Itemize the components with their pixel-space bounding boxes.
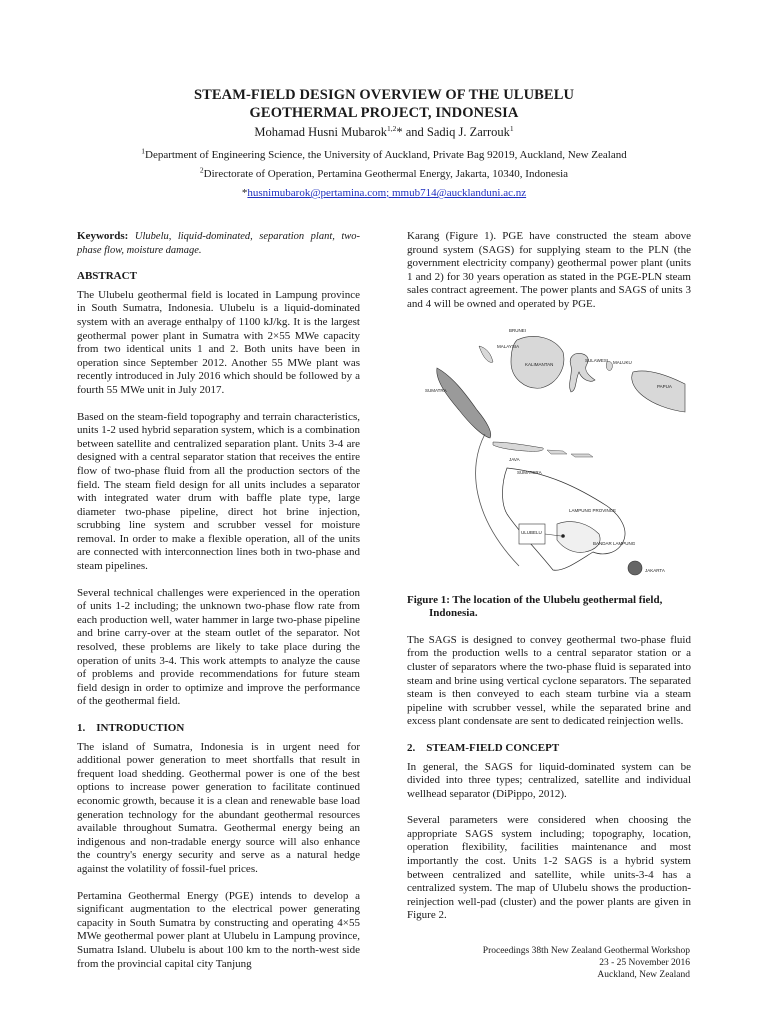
figure-1-map xyxy=(407,318,691,582)
ulubelu-site-marker xyxy=(561,534,565,538)
email-link-1[interactable]: husnimubarok@pertamina.com xyxy=(247,187,387,199)
figure-1-caption xyxy=(407,594,691,621)
email-separator: ; xyxy=(386,187,392,199)
author-2-affiliation: 1 xyxy=(509,123,514,133)
footer-proceedings: Proceedings 38th New Zealand Geothermal Workshop xyxy=(482,946,690,956)
affiliation-2-number: 2 xyxy=(199,165,204,175)
right-column xyxy=(407,230,691,936)
map-label-malaysia: MALAYSIA xyxy=(497,343,520,349)
introduction-paragraph-3: Karang (Figure 1). PGE have constructed the steam above ground system (SAGS) for supplying steam to the PLN (the government electricity company) geothermal power plant (units 1 and 2) for 30 years operation as stated in the PGE-PLN steam sales contract agreement. The power plants and SAGS of units 3 and 4 will be owned and operated by PGE. xyxy=(407,230,691,310)
map-label-bandar-lampung: BANDAR LAMPUNG xyxy=(593,540,636,546)
paper-title-line-2: GEOTHERMAL PROJECT, INDONESIA xyxy=(249,105,519,121)
map-label-papua: PAPUA xyxy=(657,383,672,389)
author-1: Mohamad Husni Mubarok xyxy=(254,125,387,139)
introduction-heading: 1. INTRODUCTION xyxy=(77,722,185,734)
steam-field-heading: 2. STEAM-FIELD CONCEPT xyxy=(407,741,560,754)
map-label-sumatera: SUMATERA xyxy=(517,469,542,475)
abstract-paragraph-3: Several technical challenges were experienced in the operation of units 1-2 including; the unknown two-phase flow rate from each production well, water hammer in large two-phase pipeline and brine carry-over at the steam outlet of the separator. Not resolved, these problems are likely to take place during the operation of units 3-4. This work attempts to analyze the cause of problems and provide recommendations for future steam field design in order to optimize and improve the performance of the geothermal field. xyxy=(77,586,360,708)
corresponding-mark: * xyxy=(396,125,403,139)
affiliation-1-number: 1 xyxy=(141,146,145,156)
affiliation-1-text: Department of Engineering Science, the University of Auckland, Private Bag 92019, Auckland, New Zealand xyxy=(145,149,627,161)
steam-field-paragraph-2: Several parameters were considered when choosing the appropriate SAGS system including; topography, location, operation flexibility, facilities maintenance and most importantly the cost. Units 1-2 SAGS is a hybrid system between centralized and satellite, while units-3-4 has a centralized system. The map of Ulubelu shows the production-reinjection well-pad (cluster) and the power plants are given in Figure 2. xyxy=(407,814,691,922)
sags-paragraph: The SAGS is designed to convey geothermal two-phase fluid from the production wells to a central separator station or a cluster of separators where the two-phase fluid is separated into steam and brine using vertical cyclone separators. The separated steam is then conveyed to each steam turbine via a steam pipeline with scrubber vessel, while the separated brine and excess plant condensate are sent to dedicated reinjection wells. xyxy=(407,633,691,728)
map-label-jakarta: JAKARTA xyxy=(645,567,665,573)
abstract-paragraph-1: The Ulubelu geothermal field is located in Lampung province in South Sumatra, Indonesia. Ulubelu is a liquid-dominated system with an average enthalpy of 1100 kJ/kg. It is the largest geothermal power plant in Sumatra with 2×55 MWe capacity from two identical units 1 and 2. Both units have been in operation since September 2012. Another 55 MWe plant was recently introduced in July 2016 which should be followed by a fourth 55 MWe unit in July 2017. xyxy=(77,288,360,396)
author-list xyxy=(0,125,768,140)
introduction-paragraph-2: Pertamina Geothermal Energy (PGE) intends to develop a significant augmentation to the electrical power generating capacity in South Sumatra by constructing and operating 4×55 MWe geothermal power plant at Ulubelu in Lampung province, Sumatra Island. Ulubelu is about 100 km to the north-west side from the provincial capital city Tanjung xyxy=(77,889,360,970)
author-1-affiliation: 1,2 xyxy=(386,123,397,133)
abstract-heading: ABSTRACT xyxy=(77,270,137,283)
map-label-sulawesi: SULAWESI xyxy=(585,357,609,363)
introduction-paragraph-1: The island of Sumatra, Indonesia is in urgent need for additional power generation to meet shortfalls that result in frequent load shedding. Geothermal power is one of the best options to increase power generation to facilitate continued economic growth, because it is a clean and renewable base load generation technology for the abundant geothermal resources available throughout Sumatra. Geothermal energy being an indigenous and non-tradable energy source will also enhance the country's energy security and serve as a natural hedge against the volatility of fossil-fuel prices. xyxy=(77,740,360,875)
map-label-kalimantan: KALIMANTAN xyxy=(525,361,554,367)
indonesia-location-map xyxy=(407,318,691,582)
map-label-lampung: LAMPUNG PROVINCE xyxy=(569,507,617,513)
paper-title-line-1: STEAM-FIELD DESIGN OVERVIEW OF THE ULUBELU xyxy=(193,87,575,103)
map-label-sumatra: SUMATRA xyxy=(425,387,447,393)
timor-island xyxy=(571,454,593,457)
affiliation-2-text: Directorate of Operation, Pertamina Geothermal Energy, Jakarta, 10340, Indonesia xyxy=(203,168,569,180)
keywords xyxy=(77,230,360,257)
contact-emails xyxy=(0,187,768,199)
footer-dates: 23 - 25 November 2016 xyxy=(599,958,690,968)
steam-field-paragraph-1: In general, the SAGS for liquid-dominated system can be divided into three types; centralized, satellite and individual wellhead separator (DiPippo, 2012). xyxy=(407,760,691,800)
map-label-maluku: MALUKU xyxy=(613,359,632,365)
affiliation-1 xyxy=(0,146,768,161)
affiliation-2 xyxy=(0,165,768,180)
footer-location: Auckland, New Zealand xyxy=(597,970,690,980)
jakarta-marker xyxy=(628,561,642,575)
email-link-2[interactable]: mmub714@aucklanduni.ac.nz xyxy=(391,187,527,199)
figure-1-caption-line-1: Figure 1: The location of the Ulubelu geothermal field, xyxy=(407,593,663,606)
map-label-java: JAVA xyxy=(509,456,520,462)
keywords-label: Keywords: xyxy=(77,230,129,242)
map-label-ulubelu: ULUBELU xyxy=(521,529,542,535)
email-prefix: * xyxy=(241,187,248,199)
keywords-text: Ulubelu, liquid-dominated, separation plant, two-phase flow, moisture damage. xyxy=(77,231,360,256)
figure-1-caption-line-2: Indonesia. xyxy=(429,607,478,620)
abstract-paragraph-2: Based on the steam-field topography and terrain characteristics, units 1-2 used hybrid separation system, which is a combination between satellite and centralized separation plant. Units 3-4 are designed with a central separator station that receives the entire flow of two-phase fluid from all the production sectors of the field. The steam field design for all units includes a separator with integrated water drum with baffle plate type, large diameter two-phase pipeline, direct hot brine injection, scrubbing line system and scrubber vessel for moisture removal. In order to make a flexible operation, all of the units are connected with interconnection lines both in two-phase and steam pipelines. xyxy=(77,410,360,573)
map-label-brunei: BRUNEI xyxy=(509,327,527,333)
left-column xyxy=(77,230,360,971)
author-2: Sadiq J. Zarrouk xyxy=(426,125,510,139)
author-conjunction: and xyxy=(402,125,427,139)
